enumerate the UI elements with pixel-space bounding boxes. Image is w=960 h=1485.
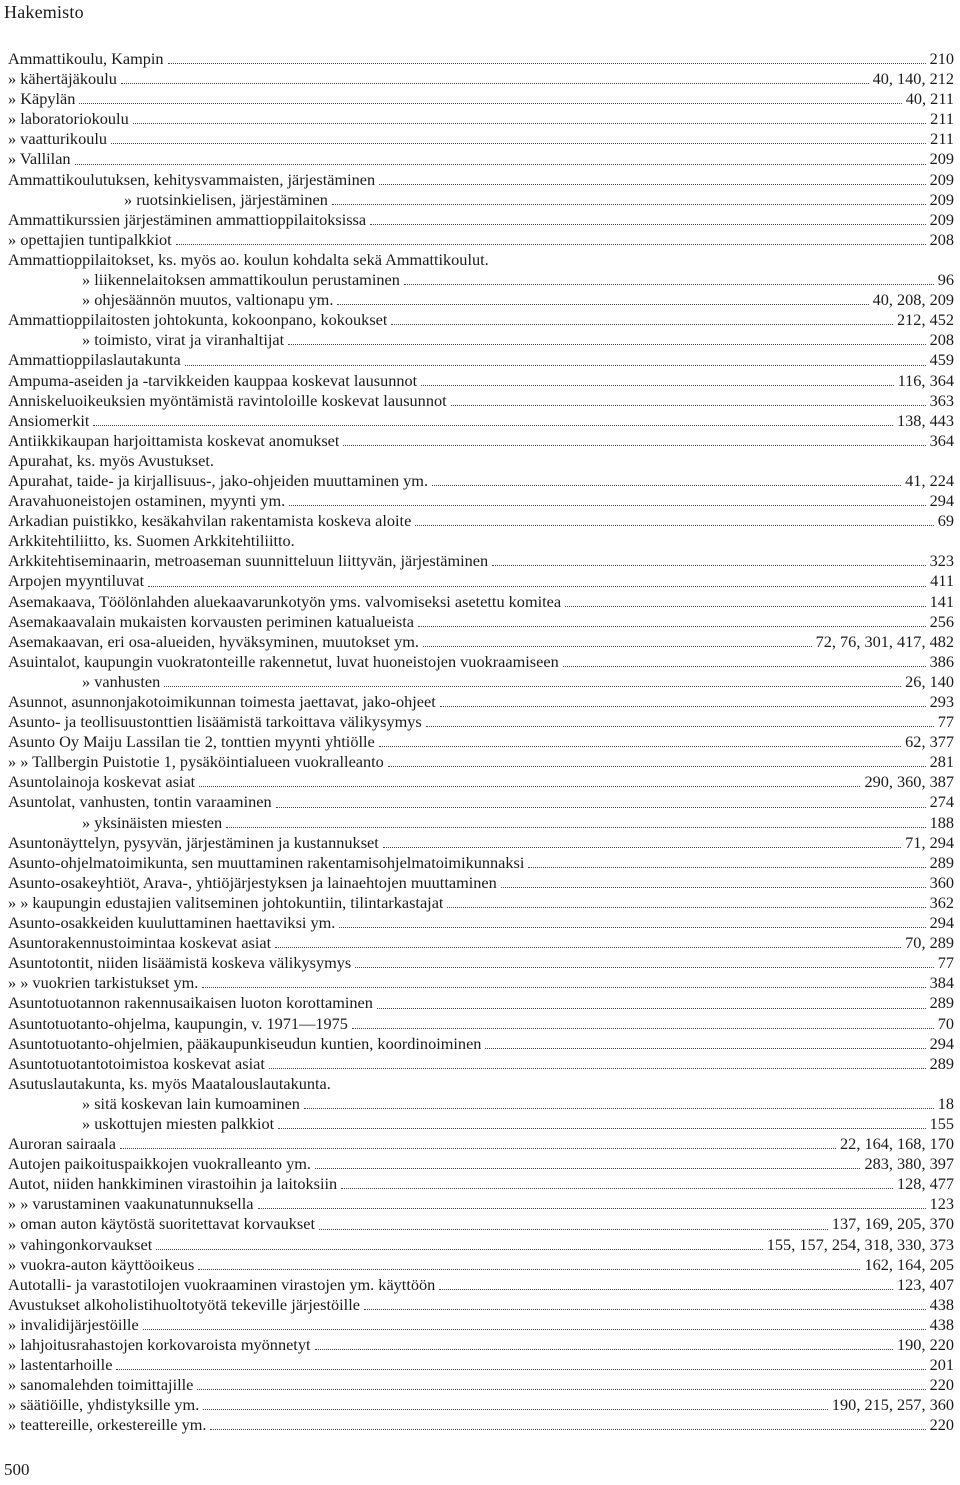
entry-text: » Käpylän — [8, 89, 76, 109]
entry-text: Asuntorakennustoimintaa koskevat asiat — [8, 933, 272, 953]
entry-text: Ammattioppilaitosten johtokunta, kokoonpano, kokoukset — [8, 310, 388, 330]
index-entry — [8, 49, 954, 69]
entry-pages: 123, 407 — [897, 1274, 954, 1294]
entry-text: » sanomalehden toimittajille — [8, 1375, 194, 1395]
leader-dots — [355, 966, 933, 968]
entry-pages: 411 — [930, 571, 954, 591]
index-entry — [8, 109, 954, 129]
entry-text: » oman auton käytöstä suoritettavat korvaukset — [8, 1214, 316, 1234]
entry-pages: 289 — [929, 852, 954, 872]
entry-pages: 155, 157, 254, 318, 330, 373 — [766, 1234, 954, 1254]
running-header: Hakemisto — [4, 2, 84, 22]
index-entry — [8, 1335, 954, 1355]
entry-text: Ammattikoulutuksen, kehitysvammaisten, järjestäminen — [8, 169, 376, 189]
page-number: 500 — [4, 1460, 30, 1479]
entry-text: » » Tallbergin Puistotie 1, pysäköintialueen vuokralleanto — [8, 752, 384, 772]
index-entry — [8, 531, 954, 551]
entry-text: Asunto Oy Maiju Lassilan tie 2, tonttien myynti yhtiölle — [8, 732, 375, 752]
entry-text: Avustukset alkoholistihuoltotyötä tekeville järjestöille — [8, 1294, 360, 1314]
entry-text: » » varustaminen vaakunatunnuksella — [8, 1194, 254, 1214]
entry-pages: 208 — [929, 330, 954, 350]
entry-text: Ammattikurssien järjestäminen ammattioppilaitoksissa — [8, 209, 367, 229]
entry-pages: 71, 294 — [905, 832, 954, 852]
index-entry — [8, 310, 954, 330]
entry-pages: 40, 208, 209 — [872, 290, 954, 310]
index-entry — [8, 1355, 954, 1375]
index-entry — [8, 350, 954, 370]
entry-pages: 294 — [929, 1033, 954, 1053]
entry-pages: 41, 224 — [905, 470, 954, 490]
index-entry — [8, 1094, 954, 1114]
index-entry — [8, 1315, 954, 1335]
entry-text: » » vuokrien tarkistukset ym. — [8, 973, 199, 993]
entry-text: » opettajien tuntipalkkiot — [8, 229, 172, 249]
index-entry — [8, 632, 954, 652]
index-entry — [8, 1134, 954, 1154]
entry-pages: 77 — [937, 712, 954, 732]
leader-dots — [418, 625, 926, 627]
index-entry — [8, 993, 954, 1013]
entry-pages: 162, 164, 205 — [864, 1254, 954, 1274]
leader-dots — [275, 946, 901, 948]
entry-text: Asunto-ohjelmatoimikunta, sen muuttaminen rakentamisohjelmatoimikunnaksi — [8, 852, 525, 872]
leader-dots — [341, 1187, 893, 1189]
leader-dots — [565, 605, 925, 607]
leader-dots — [370, 223, 925, 225]
leader-dots — [276, 806, 926, 808]
entry-pages: 294 — [929, 913, 954, 933]
entry-pages: 40, 140, 212 — [872, 69, 954, 89]
index-entry — [8, 833, 954, 853]
leader-dots — [343, 444, 925, 446]
index-entry — [8, 1255, 954, 1275]
entry-pages: 220 — [929, 1375, 954, 1395]
entry-pages: 211 — [930, 109, 954, 129]
leader-dots — [176, 243, 926, 245]
index-entry — [8, 1014, 954, 1034]
entry-pages: 362 — [929, 892, 954, 912]
entry-text: Anniskeluoikeuksien myöntämistä ravintoloille koskevat lausunnot — [8, 390, 447, 410]
entry-text: » liikennelaitoksen ammattikoulun perustaminen — [82, 270, 400, 290]
entry-text: Aravahuoneistojen ostaminen, myynti ym. — [8, 491, 286, 511]
leader-dots — [332, 203, 926, 205]
index-entry — [8, 1174, 954, 1194]
index-entry — [8, 1034, 954, 1054]
entry-text: Apurahat, ks. myös Avustukset. — [8, 450, 214, 470]
index-entry — [8, 290, 954, 310]
leader-dots — [415, 524, 933, 526]
entry-pages: 274 — [929, 792, 954, 812]
index-entry — [8, 89, 954, 109]
entry-pages: 26, 140 — [905, 671, 954, 691]
leader-dots — [379, 183, 925, 185]
entry-text: » ohjesäännön muutos, valtionapu ym. — [82, 290, 334, 310]
index-entry — [8, 270, 954, 290]
index-entry — [8, 1395, 954, 1415]
entry-pages: 123 — [929, 1194, 954, 1214]
entry-pages: 323 — [929, 551, 954, 571]
entry-pages: 190, 215, 257, 360 — [831, 1395, 954, 1415]
entry-pages: 209 — [929, 209, 954, 229]
entry-text: » säätiöille, yhdistyksille ym. — [8, 1395, 200, 1415]
leader-dots — [288, 343, 925, 345]
index-entry — [8, 772, 954, 792]
entry-text: » vaatturikoulu — [8, 129, 108, 149]
index-entry — [8, 371, 954, 391]
entry-text: » yksinäisten miesten — [82, 812, 223, 832]
index-entry — [8, 1074, 954, 1094]
leader-dots — [75, 163, 926, 165]
entry-pages: 69 — [937, 511, 954, 531]
leader-dots — [304, 1107, 934, 1109]
index-entry — [8, 1375, 954, 1395]
leader-dots — [379, 745, 901, 747]
entry-text: » » kaupungin edustajien valitseminen johtokuntiin, tilintarkastajat — [8, 892, 444, 912]
index-entry — [8, 672, 954, 692]
leader-dots — [352, 1027, 934, 1029]
leader-dots — [289, 504, 925, 506]
index-entry — [8, 873, 954, 893]
entry-text: Arkkitehtiliitto, ks. Suomen Arkkitehtiliitto. — [8, 531, 295, 551]
leader-dots — [388, 765, 926, 767]
index-entry — [8, 692, 954, 712]
entry-text: » sitä koskevan lain kumoaminen — [82, 1093, 300, 1113]
entry-pages: 459 — [929, 350, 954, 370]
entry-text: » vanhusten — [82, 671, 161, 691]
index-entry — [8, 1214, 954, 1234]
index-entry — [8, 69, 954, 89]
entry-text: Ammattioppilaitokset, ks. myös ao. koulun kohdalta sekä Ammattikoulut. — [8, 249, 489, 269]
index-entry — [8, 853, 954, 873]
entry-pages: 210 — [929, 49, 954, 68]
entry-pages: 212, 452 — [897, 310, 954, 330]
index-entry — [8, 792, 954, 812]
entry-text: » teattereille, orkestereille ym. — [8, 1415, 207, 1435]
entry-text: Asuntotuotannon rakennusaikaisen luoton korottaminen — [8, 993, 373, 1013]
entry-pages: 96 — [937, 270, 954, 290]
index-entry — [8, 250, 954, 270]
entry-text: Ampuma-aseiden ja -tarvikkeiden kauppaa koskevat lausunnot — [8, 370, 418, 390]
entry-text: Asemakaavalain mukaisten korvausten periminen katualueista — [8, 611, 414, 631]
entry-text: Asuntotontit, niiden lisäämistä koskeva välikysymys — [8, 953, 352, 973]
entry-pages: 363 — [929, 390, 954, 410]
leader-dots — [485, 1047, 925, 1049]
entry-text: » laboratoriokoulu — [8, 109, 129, 129]
leader-dots — [111, 142, 926, 144]
index-entry — [8, 571, 954, 591]
entry-pages: 384 — [929, 973, 954, 993]
index-entry — [8, 149, 954, 169]
entry-text: » toimisto, virat ja viranhaltijat — [82, 330, 285, 350]
entry-pages: 188 — [929, 812, 954, 832]
entry-pages: 201 — [929, 1355, 954, 1375]
index-entry — [8, 1114, 954, 1134]
entry-text: Asutuslautakunta, ks. myös Maatalouslautakunta. — [8, 1073, 331, 1093]
entry-pages: 438 — [929, 1314, 954, 1334]
entry-pages: 283, 380, 397 — [864, 1154, 954, 1174]
index-entry — [8, 210, 954, 230]
index-entry — [8, 712, 954, 732]
leader-dots — [278, 1127, 925, 1129]
entry-text: » ruotsinkielisen, järjestäminen — [124, 189, 328, 209]
leader-dots — [315, 1167, 861, 1169]
leader-dots — [197, 1388, 925, 1390]
entry-pages: 360 — [929, 872, 954, 892]
entry-pages: 77 — [937, 953, 954, 973]
index-entry — [8, 652, 954, 672]
leader-dots — [168, 62, 926, 64]
index-entry — [8, 451, 954, 471]
entry-text: Asuintalot, kaupungin vuokratonteille rakennetut, luvat huoneistojen vuokraamiseen — [8, 651, 559, 671]
entry-text: » invalidijärjestöille — [8, 1314, 139, 1334]
entry-text: Asuntotuotanto-ohjelmien, pääkaupunkiseudun kuntien, koordinoiminen — [8, 1033, 482, 1053]
entry-text: Asunto-osakkeiden kuuluttaminen haettaviksi ym. — [8, 913, 336, 933]
entry-text: » uskottujen miesten palkkiot — [82, 1113, 275, 1133]
entry-pages: 18 — [937, 1093, 954, 1113]
entry-text: » kähertäjäkoulu — [8, 69, 117, 89]
entry-pages: 40, 211 — [905, 89, 954, 109]
leader-dots — [143, 1328, 926, 1330]
leader-dots — [116, 1368, 925, 1370]
entry-text: Arkadian puistikko, kesäkahvilan rakentamista koskeva aloite — [8, 511, 412, 531]
entry-text: » vahingonkorvaukset — [8, 1234, 153, 1254]
leader-dots — [148, 585, 926, 587]
leader-dots — [364, 1308, 926, 1310]
leader-dots — [563, 665, 926, 667]
entry-pages: 281 — [929, 752, 954, 772]
entry-pages: 70 — [937, 1013, 954, 1033]
index-list — [8, 49, 954, 1435]
entry-pages: 209 — [929, 189, 954, 209]
leader-dots — [156, 1248, 763, 1250]
entry-text: Asunto- ja teollisuustonttien lisäämistä tarkoittava välikysymys — [8, 712, 422, 732]
entry-text: » Vallilan — [8, 149, 71, 169]
entry-text: Asuntotuotanto-ohjelma, kaupungin, v. 1971—1975 — [8, 1013, 348, 1033]
leader-dots — [79, 102, 901, 104]
entry-pages: 208 — [929, 229, 954, 249]
entry-pages: 70, 289 — [905, 933, 954, 953]
index-entry — [8, 592, 954, 612]
index-entry — [8, 1154, 954, 1174]
index-entry — [8, 893, 954, 913]
entry-pages: 22, 164, 168, 170 — [840, 1134, 954, 1154]
entry-text: Asuntonäyttelyn, pysyvän, järjestäminen ja kustannukset — [8, 832, 379, 852]
index-entry — [8, 129, 954, 149]
index-entry — [8, 973, 954, 993]
leader-dots — [269, 1067, 926, 1069]
entry-pages: 155 — [929, 1113, 954, 1133]
leader-dots — [432, 484, 901, 486]
entry-pages: 138, 443 — [897, 410, 954, 430]
entry-text: Asemakaavan, eri osa-alueiden, hyväksyminen, muutokset ym. — [8, 631, 419, 651]
index-entry — [8, 732, 954, 752]
entry-text: » vuokra-auton käyttöoikeus — [8, 1254, 195, 1274]
index-entry — [8, 330, 954, 350]
entry-pages: 128, 477 — [897, 1174, 954, 1194]
entry-text: Ansiomerkit — [8, 410, 90, 430]
leader-dots — [404, 283, 934, 285]
entry-text: Autojen paikoituspaikkojen vuokralleanto ym. — [8, 1154, 311, 1174]
index-entry — [8, 471, 954, 491]
entry-text: Auroran sairaala — [8, 1134, 117, 1154]
index-entry — [8, 1235, 954, 1255]
entry-text: Apurahat, taide- ja kirjallisuus-, jako-ohjeiden muuttaminen ym. — [8, 470, 429, 490]
entry-text: Autot, niiden hankkiminen virastoihin ja laitoksiin — [8, 1174, 338, 1194]
entry-text: Ammattikoulu, Kampin — [8, 49, 164, 68]
entry-pages: 438 — [929, 1294, 954, 1314]
index-entry — [8, 953, 954, 973]
index-entry — [8, 491, 954, 511]
index-entry — [8, 170, 954, 190]
leader-dots — [133, 122, 926, 124]
index-entry — [8, 431, 954, 451]
leader-dots — [199, 785, 860, 787]
leader-dots — [339, 926, 925, 928]
index-entry — [8, 1415, 954, 1435]
leader-dots — [421, 384, 893, 386]
entry-pages: 293 — [929, 692, 954, 711]
index-entry — [8, 511, 954, 531]
leader-dots — [226, 826, 925, 828]
leader-dots — [120, 1147, 836, 1149]
leader-dots — [93, 424, 893, 426]
entry-text: Asuntolainoja koskevat asiat — [8, 772, 196, 792]
entry-pages: 294 — [929, 491, 954, 511]
leader-dots — [258, 1207, 926, 1209]
leader-dots — [391, 323, 893, 325]
entry-text: Asuntolat, vanhusten, tontin varaaminen — [8, 792, 272, 812]
leader-dots — [492, 564, 925, 566]
index-entry — [8, 752, 954, 772]
entry-text: Arkkitehtiseminaarin, metroaseman suunnitteluun liittyvän, järjestäminen — [8, 551, 489, 571]
leader-dots — [198, 1268, 860, 1270]
index-entry — [8, 190, 954, 210]
entry-pages: 141 — [929, 591, 954, 611]
entry-text: Antiikkikaupan harjoittamista koskevat anomukset — [8, 430, 340, 450]
index-entry — [8, 551, 954, 571]
leader-dots — [447, 906, 925, 908]
entry-pages: 190, 220 — [897, 1335, 954, 1354]
leader-dots — [319, 1228, 828, 1230]
leader-dots — [203, 1408, 828, 1410]
entry-pages: 62, 377 — [905, 732, 954, 752]
entry-text: » lastentarhoille — [8, 1355, 113, 1375]
index-entry — [8, 813, 954, 833]
leader-dots — [528, 866, 925, 868]
leader-dots — [423, 645, 812, 647]
leader-dots — [501, 886, 926, 888]
leader-dots — [383, 846, 901, 848]
index-entry — [8, 933, 954, 953]
entry-pages: 290, 360, 387 — [864, 772, 954, 792]
index-entry — [8, 411, 954, 431]
entry-text: » lahjoitusrahastojen korkovaroista myönnetyt — [8, 1335, 311, 1354]
leader-dots — [337, 303, 868, 305]
entry-pages: 289 — [929, 1053, 954, 1073]
index-entry — [8, 1194, 954, 1214]
entry-pages: 211 — [930, 129, 954, 149]
index-entry — [8, 391, 954, 411]
index-entry — [8, 230, 954, 250]
entry-text: Asuntotuotantotoimistoa koskevat asiat — [8, 1053, 265, 1073]
entry-pages: 137, 169, 205, 370 — [831, 1214, 954, 1234]
index-entry — [8, 1295, 954, 1315]
entry-text: Autotalli- ja varastotilojen vuokraaminen virastojen ym. käyttöön — [8, 1274, 436, 1294]
entry-text: Ammattioppilaslautakunta — [8, 350, 181, 370]
leader-dots — [426, 725, 934, 727]
index-entry — [8, 1054, 954, 1074]
entry-pages: 364 — [929, 430, 954, 450]
leader-dots — [210, 1428, 925, 1430]
entry-pages: 256 — [929, 611, 954, 631]
index-entry — [8, 612, 954, 632]
leader-dots — [202, 986, 925, 988]
entry-text: Asunto-osakeyhtiöt, Arava-, yhtiöjärjestyksen ja lainaehtojen muuttaminen — [8, 872, 497, 892]
entry-text: Asunnot, asunnonjakotoimikunnan toimesta jaettavat, jako-ohjeet — [8, 692, 436, 711]
entry-pages: 209 — [929, 169, 954, 189]
index-entry — [8, 913, 954, 933]
entry-pages: 72, 76, 301, 417, 482 — [815, 631, 954, 651]
entry-pages: 209 — [929, 149, 954, 169]
entry-pages: 220 — [929, 1415, 954, 1435]
entry-pages: 116, 364 — [897, 370, 954, 390]
index-entry — [8, 1275, 954, 1295]
leader-dots — [185, 364, 926, 366]
leader-dots — [164, 685, 901, 687]
entry-pages: 386 — [929, 651, 954, 671]
leader-dots — [440, 705, 926, 707]
leader-dots — [451, 404, 926, 406]
leader-dots — [377, 1007, 926, 1009]
leader-dots — [315, 1348, 894, 1350]
entry-text: Asemakaava, Töölönlahden aluekaavarunkotyön yms. valvomiseksi asetettu komitea — [8, 591, 562, 611]
leader-dots — [439, 1288, 893, 1290]
leader-dots — [121, 82, 869, 84]
entry-pages: 289 — [929, 993, 954, 1013]
entry-text: Arpojen myyntiluvat — [8, 571, 145, 591]
